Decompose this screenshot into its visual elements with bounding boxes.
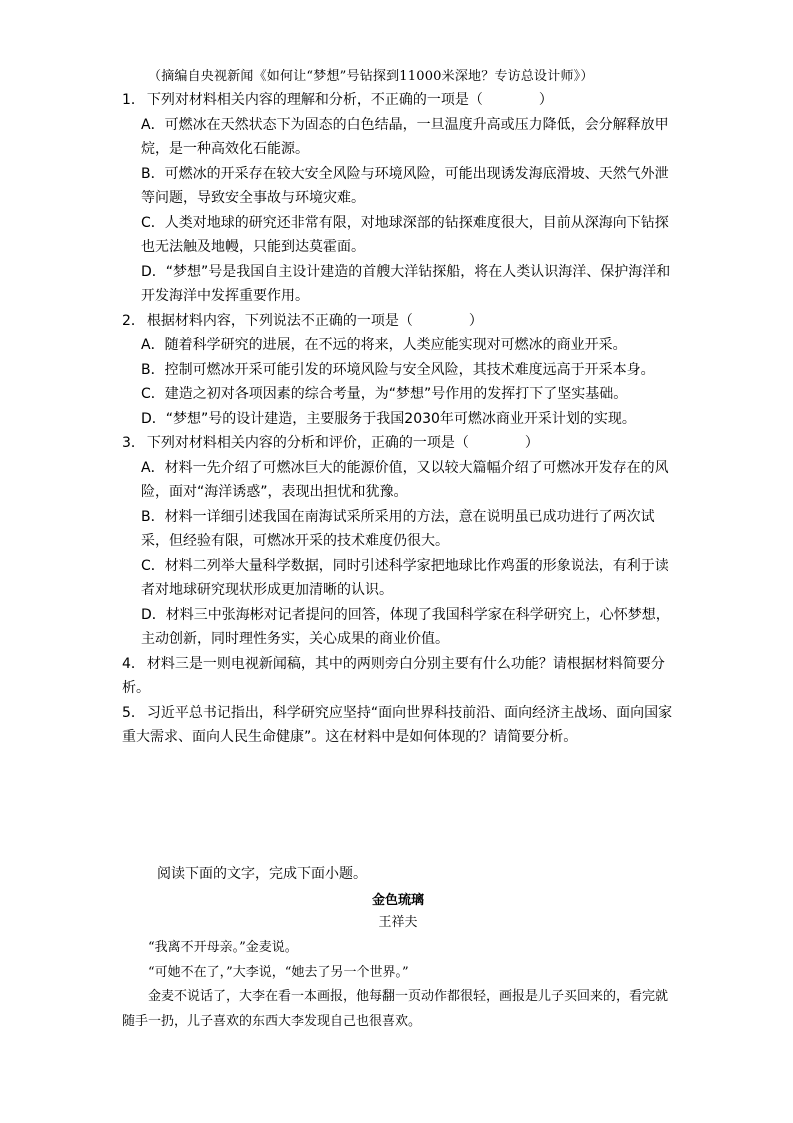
question-list bbox=[122, 88, 674, 750]
reading-section bbox=[122, 862, 674, 1034]
question-3 bbox=[122, 431, 674, 652]
question-number: 3． bbox=[122, 435, 145, 451]
option-d: D．“梦想”号是我国自主设计建造的首艘大洋钻探船，将在人类认识海洋、保护海洋和开发海洋中发挥重要作用。 bbox=[141, 263, 671, 304]
question-number: 5． bbox=[122, 704, 145, 721]
question-number: 2． bbox=[122, 312, 145, 329]
story-paragraph: “我离不开母亲。”金麦说。 bbox=[148, 940, 298, 955]
question-stem: 下列对材料相关内容的分析和评价，正确的一项是（ ） bbox=[146, 435, 539, 451]
question-number: 1． bbox=[122, 92, 145, 108]
question-stem: 根据材料内容，下列说法不正确的一项是（ ） bbox=[146, 312, 483, 329]
story-author: 王祥夫 bbox=[378, 915, 418, 930]
option-a: A．材料一先介绍了可燃冰巨大的能源价值，又以较大篇幅介绍了可燃冰开发存在的风险，面对“海洋诱惑”，表现出担忧和犹豫。 bbox=[141, 459, 669, 500]
question-1 bbox=[122, 88, 674, 309]
option-a: A．可燃冰在天然状态下为固态的白色结晶，一旦温度升高或压力降低，会分解释放甲烷，是一种高效化石能源。 bbox=[141, 116, 669, 157]
option-b: B．材料一详细引述我国在南海试采所采用的方法，意在说明虽已成功进行了两次试采，但经验有限，可燃冰开采的技术难度仍很大。 bbox=[141, 508, 655, 549]
question-2 bbox=[122, 309, 674, 432]
story-paragraph: 金麦不说话了，大李在看一本画报，他每翻一页动作都很轻，画报是儿子买回来的，看完就随手一扔，儿子喜欢的东西大李发现自己也很喜欢。 bbox=[122, 989, 669, 1029]
option-a: A．随着科学研究的进展，在不远的将来，人类应能实现对可燃冰的商业开采。 bbox=[141, 337, 627, 353]
option-b: B．可燃冰的开采存在较大安全风险与环境风险，可能出现诱发海底滑坡、天然气外泄等问题，导致安全事故与环境灾难。 bbox=[141, 165, 669, 206]
question-stem: 习近平总书记指出，科学研究应坚持“面向世界科技前沿、面向经济主战场、面向国家重大需求、面向人民生命健康”。这在材料中是如何体现的？请简要分析。 bbox=[122, 704, 673, 745]
question-4 bbox=[122, 652, 674, 701]
option-b: B．控制可燃冰开采可能引发的环境风险与安全风险，其技术难度远高于开采本身。 bbox=[141, 361, 655, 378]
story-title: 金色琉璃 bbox=[371, 893, 424, 908]
source-citation: （摘编自央视新闻《如何让“梦想”号钻探到11000米深地？专访总设计师》） bbox=[148, 69, 594, 84]
option-d: D．“梦想”号的设计建造，主要服务于我国2030年可燃冰商业开采计划的实现。 bbox=[141, 410, 636, 427]
option-c: C．建造之初对各项因素的综合考量，为“梦想”号作用的发挥打下了坚实基础。 bbox=[141, 386, 628, 402]
option-d: D．材料三中张海彬对记者提问的回答，体现了我国科学家在科学研究上，心怀梦想，主动创新，同时理性务实，关心成果的商业价值。 bbox=[141, 606, 670, 647]
question-stem: 下列对材料相关内容的理解和分析，不正确的一项是（ ） bbox=[146, 92, 553, 108]
story-paragraph: “可她不在了，”大李说，“她去了另一个世界。” bbox=[148, 964, 409, 980]
question-5 bbox=[122, 701, 674, 750]
reading-instruction: 阅读下面的文字，完成下面小题。 bbox=[157, 866, 367, 882]
question-stem: 材料三是一则电视新闻稿，其中的两则旁白分别主要有什么功能？请根据材料简要分析。 bbox=[122, 655, 665, 696]
question-number: 4． bbox=[122, 655, 145, 672]
option-c: C．人类对地球的研究还非常有限，对地球深部的钻探难度很大，目前从深海向下钻探也无法触及地幔，只能到达莫霍面。 bbox=[141, 214, 669, 255]
option-c: C．材料二列举大量科学数据，同时引述科学家把地球比作鸡蛋的形象说法，有利于读者对地球研究现状形成更加清晰的认识。 bbox=[141, 557, 669, 598]
